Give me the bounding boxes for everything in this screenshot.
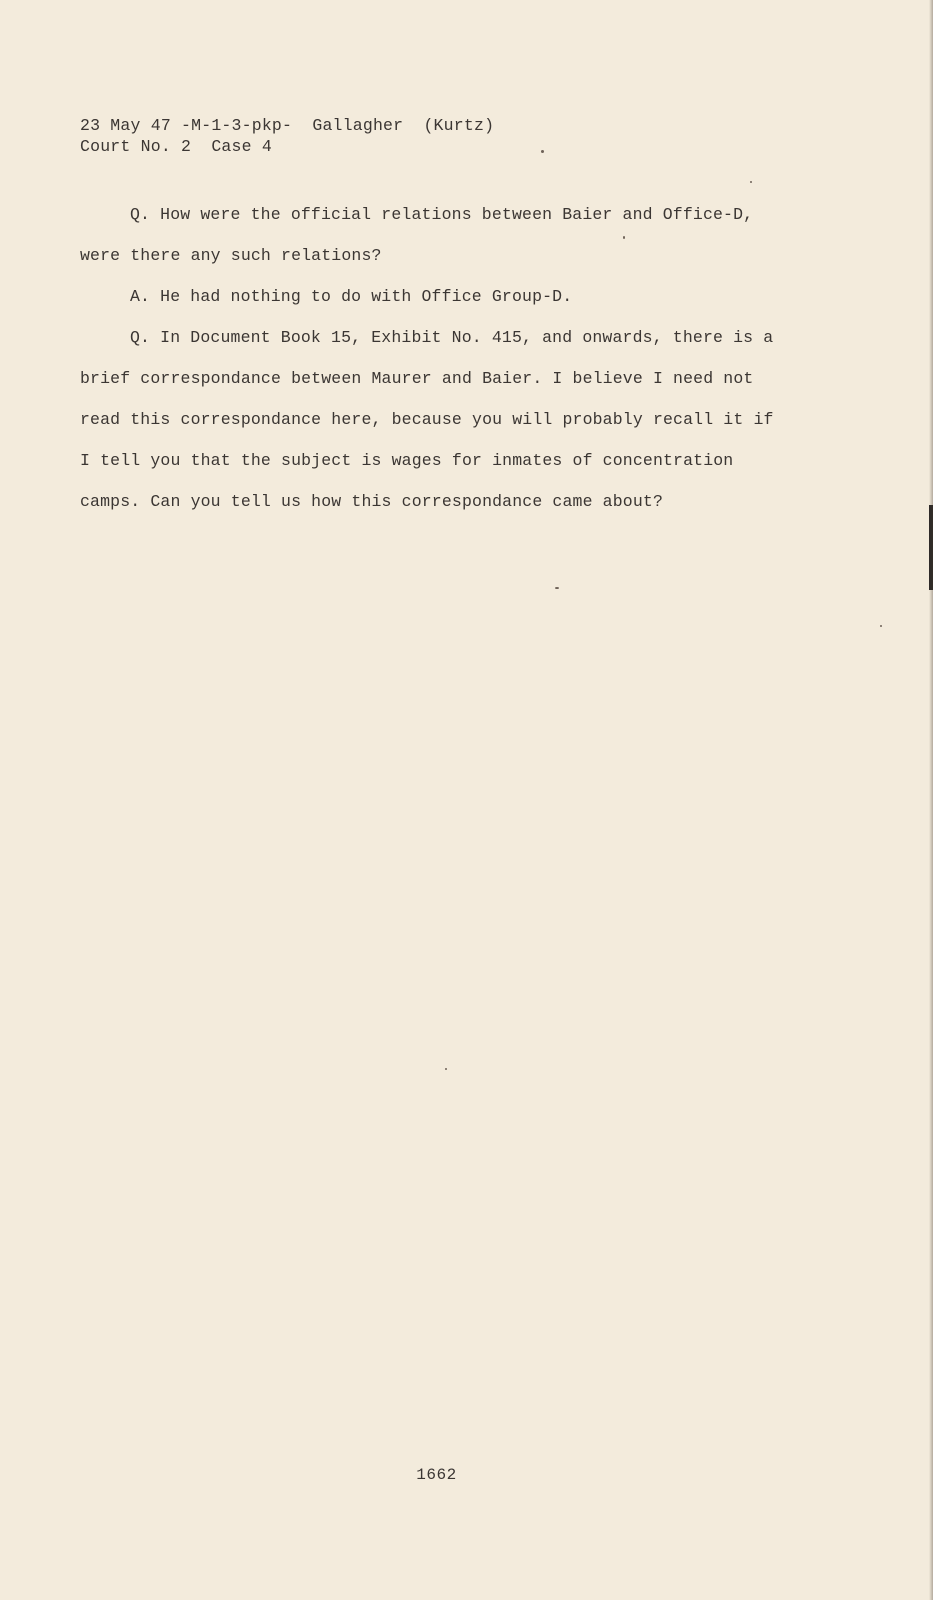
transcript-question: Q. In Document Book 15, Exhibit No. 415, and onwards, there is a brief correspondance between Maurer and Baier. I believe I need not read this correspondance here, because you will probably recall it if I tell you that the subject is wages for inmates of concentration camps. Can you tell us how this correspondance came about? [80,328,774,511]
transcript-answer: A. He had nothing to do with Office Group-D. [130,287,573,306]
header-date-reference: 23 May 47 -M-1-3-pkp- Gallagher (Kurtz) [80,116,495,135]
paper-speck [880,625,882,627]
paper-speck [750,181,752,183]
transcript-body [80,194,780,522]
paper-speck [445,1068,447,1070]
paper-speck [623,236,625,239]
page-number: 1662 [416,1466,457,1484]
paper-speck [555,587,559,589]
paper-edge-mark [929,505,933,590]
paper-speck [541,150,544,153]
document-header [80,115,494,157]
transcript-question: Q. How were the official relations between Baier and Office-D, were there any such relations? [80,205,754,265]
header-court-case: Court No. 2 Case 4 [80,137,272,156]
